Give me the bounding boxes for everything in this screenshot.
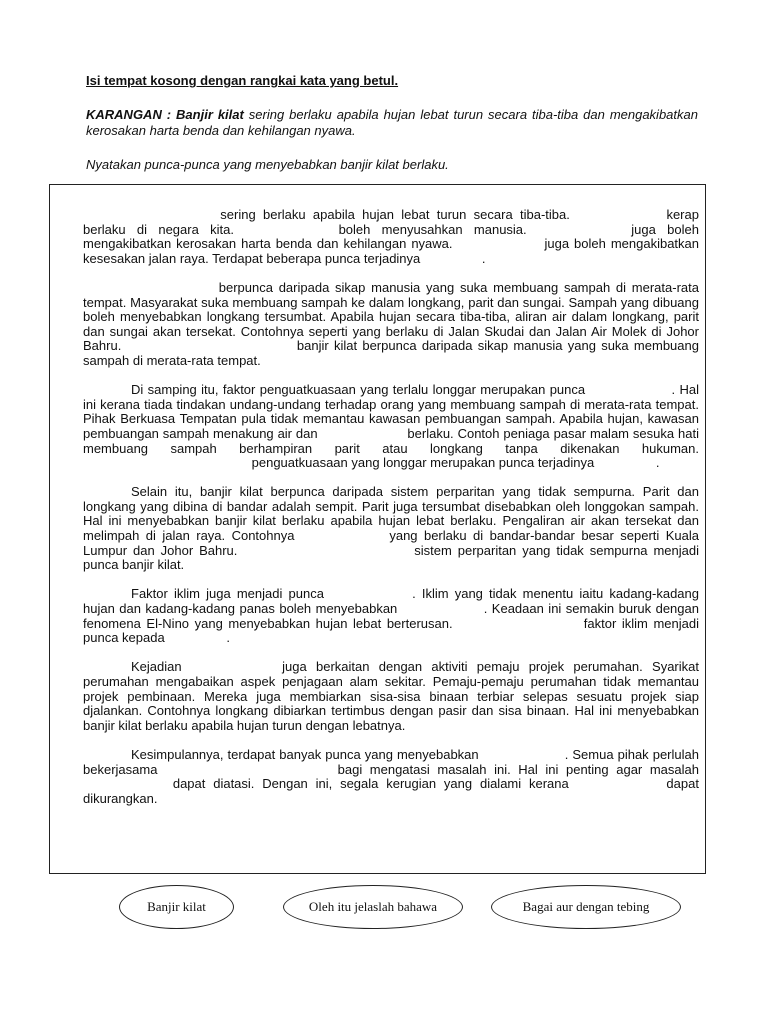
- essay-title-label: KARANGAN : Banjir kilat: [86, 107, 244, 122]
- text-segment: juga berkaitan dengan aktiviti pemaju projek perumahan. Syarikat perumahan mengabaikan aspek penjagaan alam sekitar. Pemaju-pemaju perumahan tidak memantau projek pembinaan. Mereka juga membiarkan sisa-sisa binaan terbiar selepas sesuatu projek siap djalankan. Contohnya longkang dibiarkan tertimbus dengan pasir dan sisa binaan. Hal ini menyebabkan banjir kilat berlaku apabila hujan turun dengan lebatnya.: [83, 659, 699, 733]
- text-segment: banjir kilat berpunca daripada sikap manusia yang suka membuang sampah di merata-rata tempat.: [83, 338, 699, 368]
- text-segment: . Iklim yang tidak menentu iaitu kadang-kadang hujan dan kadang-kadang panas boleh menyebabkan: [83, 586, 699, 617]
- essay-question: Nyatakan punca-punca yang menyebabkan banjir kilat berlaku.: [86, 157, 449, 172]
- text-segment: berpunca daripada sikap manusia yang suka membuang sampah di merata-rata tempat. Masyarakat suka membuang sampah ke dalam longkang, parit dan sungai. Sampah yang dibuang boleh menyebabkan longkang tersumbat. Apabila hujan secara tiba-tiba, aliran air dalam longkang, parit dan sungai akan tersekat. Contohnya seperti yang berlaku di Jalan Skudai dan Jalan Air Molek di Johor Bahru.: [83, 279, 699, 354]
- text-segment: bagi mengatasi masalah ini. Hal ini penting agar masalah: [337, 761, 699, 777]
- paragraph-5: [83, 587, 699, 645]
- paragraph-7: [83, 748, 699, 806]
- text-segment: sering berlaku apabila hujan lebat turun secara tiba-tiba.: [220, 207, 570, 222]
- paragraph-1: [83, 208, 699, 266]
- text-segment: . Semua pihak perlulah bekerjasama: [83, 746, 699, 777]
- text-segment: juga boleh mengakibatkan kesesakan jalan raya. Terdapat beberapa punca terjadinya: [83, 236, 699, 266]
- text-segment: yang berlaku di bandar-bandar besar seperti Kuala Lumpur dan Johor Bahru.: [83, 528, 699, 558]
- text-segment: juga boleh mengakibatkan kerosakan harta benda dan kehilangan nyawa.: [83, 221, 699, 252]
- answer-options: [0, 885, 768, 935]
- text-segment: berlaku. Contoh peniaga pasar malam sesuka hati membuang sampah berhampiran parit atau longkang tanpa dikenakan hukuman.: [83, 425, 699, 456]
- option-bagai-aur-dengan-tebing: Bagai aur dengan tebing: [491, 885, 681, 929]
- text-segment: Kejadian: [131, 659, 182, 675]
- paragraph-6: [83, 660, 699, 733]
- paragraph-3: [83, 383, 699, 471]
- text-segment: Selain itu, banjir kilat berpunca daripada sistem perparitan yang tidak sempurna. Parit dan longkang yang dibina di bandar adalah sempit. Parit juga tersumbat disebabkan oleh longgokan sampah. Hal ini menyebabkan banjir kilat berlaku apabila hujan lebat berlaku. Pengaliran air akan tersekat dan melimpah di jalan raya. Contohnya: [83, 484, 699, 544]
- text-segment: . Keadaan ini semakin buruk dengan fenomena El-Nino yang menyebabkan hujan lebat berterusan.: [83, 601, 699, 631]
- essay-intro-text: sering berlaku apabila hujan lebat turun secara tiba-tiba dan mengakibatkan kerosakan harta benda dan kehilangan nyawa.: [86, 107, 698, 138]
- option-oleh-itu-jelaslah-bahawa: Oleh itu jelaslah bahawa: [283, 885, 463, 929]
- text-segment: dapat diatasi. Dengan ini, segala kerugian yang dialami kerana: [172, 776, 569, 792]
- option-banjir-kilat: Banjir kilat: [119, 885, 234, 929]
- text-segment: penguatkuasaan yang longgar merupakan punca terjadinya: [251, 455, 595, 471]
- text-segment: dapat dikurangkan.: [83, 776, 699, 806]
- essay-intro: [86, 107, 698, 139]
- text-segment: .: [655, 455, 660, 471]
- text-segment: .: [481, 250, 486, 266]
- text-segment: . Hal ini kerana tiada tindakan undang-undang terhadap orang yang membuang sampah di merata-rata tempat. Pihak Berkuasa Tempatan pula tidak memantau kawasan pembuangan sampah. Apabila hujan, kawasan pembuangan sampah menakung air dan: [83, 382, 699, 441]
- text-segment: Di samping itu, faktor penguatkuasaan yang terlalu longgar merupakan punca: [131, 382, 586, 398]
- text-segment: Kesimpulannya, terdapat banyak punca yang menyebabkan: [131, 746, 479, 762]
- text-segment: faktor iklim menjadi punca kepada: [83, 615, 699, 646]
- text-segment: .: [226, 630, 230, 646]
- paragraph-4: [83, 485, 699, 573]
- text-segment: boleh menyusahkan manusia.: [338, 221, 527, 237]
- text-segment: Faktor iklim juga menjadi punca: [131, 586, 324, 602]
- paragraph-2: [83, 281, 699, 369]
- essay-body: [83, 208, 699, 806]
- instruction-heading: Isi tempat kosong dengan rangkai kata yang betul.: [86, 73, 399, 88]
- text-segment: sistem perparitan yang tidak sempurna menjadi punca banjir kilat.: [83, 542, 699, 573]
- text-segment: kerap berlaku di negara kita.: [83, 207, 699, 237]
